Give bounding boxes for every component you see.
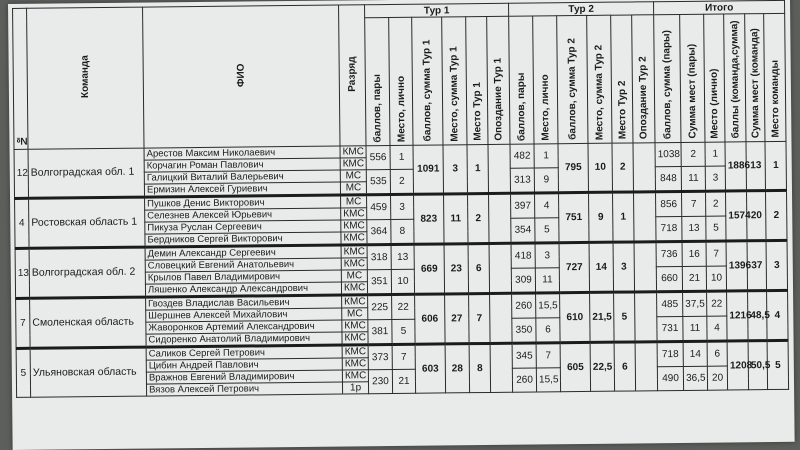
athlete-rank: КМС bbox=[342, 332, 368, 345]
col-rank: Разряд bbox=[339, 5, 366, 146]
col-tot-team-places: Сумма мест (команда) bbox=[745, 14, 765, 142]
team-t2-place: 5 bbox=[614, 292, 636, 342]
athlete-name: Крылов Павел Владимирович bbox=[145, 270, 341, 284]
team-t1-place: 7 bbox=[469, 293, 491, 343]
team-t1-sum-place: 27 bbox=[445, 294, 470, 344]
athlete-name: Пушков Денис Викторович bbox=[145, 195, 341, 210]
pair-t1-place: 2 bbox=[390, 169, 413, 194]
athlete-rank: КМС bbox=[341, 282, 367, 295]
pair-total-points: 731 bbox=[657, 316, 683, 341]
pair-t2-points: 313 bbox=[510, 168, 534, 193]
athlete-name: Сидоренко Анатолий Владимирович bbox=[146, 332, 342, 347]
team-number: 7 bbox=[16, 298, 31, 348]
team-total-places: 13 bbox=[746, 142, 766, 191]
team-total-places: 50,5 bbox=[748, 341, 768, 390]
pair-t2-points: 482 bbox=[510, 144, 534, 168]
team-t1-place: 6 bbox=[468, 243, 490, 293]
pair-t2-points: 354 bbox=[511, 218, 535, 243]
col-t1-sum-pts: баллов, сумма Тур 1 bbox=[412, 17, 443, 145]
athlete-rank: МС bbox=[340, 182, 366, 195]
pair-t1-place: 7 bbox=[392, 344, 415, 369]
athlete-name: Демин Александр Сергеевич bbox=[145, 245, 341, 260]
team-t1-place: 8 bbox=[469, 343, 491, 392]
athlete-rank: КМС bbox=[342, 358, 368, 370]
team-t2-late bbox=[634, 192, 657, 242]
athlete-name: Пикуза Руслан Сергеевич bbox=[145, 220, 341, 234]
total-header: Итого bbox=[654, 0, 785, 14]
pair-t1-points: 364 bbox=[367, 220, 391, 245]
col-t2-pair-pts: баллов, пары bbox=[509, 16, 534, 144]
athlete-rank: КМС bbox=[342, 295, 368, 308]
team-t1-late bbox=[490, 293, 513, 343]
team-t2-place: 6 bbox=[614, 342, 636, 391]
pair-t1-place: 1 bbox=[390, 145, 413, 169]
team-final-place: 5 bbox=[767, 340, 789, 389]
pair-personal-place: 7 bbox=[706, 241, 726, 266]
col-t2-sum-place: Место, сумма Тур 2 bbox=[587, 15, 612, 143]
pair-t2-points: 350 bbox=[512, 318, 536, 343]
pair-t2-points: 345 bbox=[512, 343, 536, 368]
team-total-points: 1208 bbox=[727, 341, 749, 390]
col-t1-personal-place: Место, лично bbox=[389, 17, 413, 145]
pair-personal-place: 5 bbox=[706, 216, 726, 241]
pair-t2-place: 3 bbox=[535, 243, 559, 268]
team-t2-place: 3 bbox=[613, 242, 635, 292]
pair-t1-points: 381 bbox=[368, 319, 392, 344]
pair-t1-points: 318 bbox=[367, 245, 391, 270]
athlete-name: Вражнов Евгений Владимирович bbox=[146, 370, 342, 384]
pair-personal-place: 1 bbox=[705, 142, 725, 166]
team-t2-late bbox=[635, 292, 658, 342]
team-total-places: 48,5 bbox=[748, 291, 768, 341]
pair-total-points: 718 bbox=[656, 216, 682, 241]
pair-t1-place: 3 bbox=[391, 194, 414, 219]
col-tot-team-place: Место команды bbox=[764, 13, 786, 141]
pair-personal-place: 6 bbox=[707, 341, 727, 366]
pair-t2-points: 260 bbox=[512, 293, 536, 318]
pair-total-places: 16 bbox=[682, 241, 706, 266]
pair-total-places: 13 bbox=[682, 216, 706, 241]
athlete-name: Селезнев Алексей Юрьевич bbox=[145, 208, 341, 222]
athlete-name: Бердников Сергей Викторович bbox=[145, 232, 341, 247]
pair-t2-place: 4 bbox=[535, 193, 559, 218]
athlete-rank: КМС bbox=[340, 146, 366, 158]
pair-total-points: 490 bbox=[657, 366, 683, 390]
pair-total-places: 21 bbox=[682, 266, 706, 291]
team-number: 13 bbox=[15, 248, 30, 298]
pair-t1-points: 225 bbox=[368, 294, 392, 319]
team-final-place: 2 bbox=[766, 190, 788, 240]
team-total-points: 1574 bbox=[726, 191, 748, 241]
col-team: Команда bbox=[27, 7, 144, 149]
pair-personal-place: 3 bbox=[705, 166, 725, 191]
pair-total-places: 14 bbox=[683, 341, 707, 366]
tour2-header: Тур 2 bbox=[509, 2, 654, 17]
athlete-rank: МС bbox=[342, 308, 368, 320]
team-t2-late bbox=[634, 242, 657, 292]
athlete-rank: КМС bbox=[341, 208, 367, 220]
athlete-name: Арестов Максим Николаевич bbox=[144, 146, 340, 160]
team-t1-place: 2 bbox=[468, 193, 490, 243]
athlete-name: Жаворонков Артемий Александрович bbox=[146, 320, 342, 334]
col-tot-pair-pts: баллов, сумма (пары) bbox=[654, 14, 681, 142]
pair-total-places: 2 bbox=[681, 142, 705, 166]
pair-total-points: 1038 bbox=[655, 142, 681, 166]
pair-total-places: 36,5 bbox=[683, 366, 707, 390]
pair-personal-place: 22 bbox=[707, 291, 727, 316]
team-total-places: 20 bbox=[747, 191, 767, 241]
col-t1-pair-pts: баллов, пары bbox=[365, 18, 390, 146]
athlete-name: Саликов Сергей Петрович bbox=[146, 345, 342, 360]
athlete-rank: КМС bbox=[341, 245, 367, 258]
pair-personal-place: 10 bbox=[706, 266, 726, 291]
pair-total-points: 848 bbox=[655, 166, 681, 191]
tour1-header: Тур 1 bbox=[365, 3, 509, 18]
pair-t1-points: 535 bbox=[366, 170, 390, 195]
results-table bbox=[12, 0, 789, 398]
pair-t2-place: 15,5 bbox=[536, 368, 560, 392]
athlete-name: Вязов Алексей Петрович bbox=[146, 382, 342, 396]
team-t1-sum-place: 28 bbox=[445, 344, 470, 393]
pair-personal-place: 2 bbox=[706, 191, 726, 216]
pair-t1-place: 5 bbox=[392, 319, 415, 344]
athlete-rank: КМС bbox=[342, 370, 368, 382]
col-t1-sum-place: Место, сумма Тур 1 bbox=[442, 17, 467, 145]
athlete-rank: КМС bbox=[341, 258, 367, 270]
athlete-rank: 1р bbox=[342, 382, 368, 394]
team-number: 12 bbox=[14, 149, 29, 198]
pair-t2-place: 5 bbox=[535, 218, 559, 243]
team-t1-sum-place: 23 bbox=[444, 244, 469, 294]
col-tot-places-pairs: Сумма мест (пары) bbox=[680, 14, 705, 142]
team-name: Смоленская область bbox=[30, 297, 147, 348]
team-t2-sum: 795 bbox=[558, 143, 589, 192]
team-number: 4 bbox=[15, 198, 30, 248]
athlete-rank: МС bbox=[341, 270, 367, 282]
pair-total-points: 485 bbox=[657, 291, 683, 316]
pair-t1-points: 373 bbox=[368, 344, 392, 369]
athlete-rank: КМС bbox=[342, 320, 368, 332]
pair-t2-points: 260 bbox=[512, 368, 536, 392]
athlete-name: Цибин Андрей Павлович bbox=[146, 358, 342, 372]
team-t2-late bbox=[635, 342, 658, 391]
team-t2-sum-place: 9 bbox=[589, 192, 614, 242]
pair-t2-place: 1 bbox=[534, 144, 558, 168]
pair-t2-place: 15,5 bbox=[536, 293, 560, 318]
athlete-rank: КМС bbox=[340, 158, 366, 170]
team-t2-place: 1 bbox=[613, 192, 635, 242]
team-t2-sum-place: 22,5 bbox=[590, 342, 615, 391]
pair-total-points: 718 bbox=[657, 341, 683, 366]
pair-t1-place: 22 bbox=[392, 294, 415, 319]
pair-personal-place: 4 bbox=[707, 316, 727, 341]
pair-total-points: 660 bbox=[656, 266, 682, 291]
team-t1-late bbox=[489, 243, 512, 293]
team-name: Волгоградская обл. 2 bbox=[29, 247, 146, 298]
team-name: Ростовская область 1 bbox=[29, 197, 146, 248]
athlete-name: Гвоздев Владислав Васильевич bbox=[146, 295, 342, 310]
col-t1-place: Место Тур 1 bbox=[466, 16, 488, 144]
pair-personal-place: 20 bbox=[707, 366, 727, 390]
team-final-place: 1 bbox=[765, 141, 787, 190]
team-final-place: 4 bbox=[767, 290, 789, 340]
pair-total-places: 11 bbox=[681, 166, 705, 191]
pair-t1-place: 21 bbox=[392, 369, 415, 393]
team-t1-sum: 823 bbox=[414, 194, 445, 244]
athlete-rank: КМС bbox=[342, 345, 368, 358]
team-t2-sum: 610 bbox=[560, 292, 591, 342]
col-num: № bbox=[13, 8, 28, 149]
col-t2-sum-pts: баллов, сумма Тур 2 bbox=[557, 15, 588, 143]
pair-t2-place: 7 bbox=[536, 343, 560, 368]
athlete-rank: МС bbox=[341, 195, 367, 208]
team-t1-sum-place: 3 bbox=[443, 145, 468, 194]
team-t1-late bbox=[489, 193, 512, 243]
team-t1-place: 1 bbox=[467, 144, 489, 193]
athlete-rank: КМС bbox=[341, 232, 367, 245]
team-t2-sum: 605 bbox=[560, 342, 591, 391]
athlete-rank: КМС bbox=[341, 220, 367, 232]
pair-t1-points: 351 bbox=[367, 270, 391, 295]
athlete-name: Корчагин Роман Павлович bbox=[144, 158, 340, 172]
table-header bbox=[13, 0, 787, 149]
athlete-name: Ермизин Алексей Гуриевич bbox=[144, 182, 340, 197]
pair-total-points: 736 bbox=[656, 241, 682, 266]
athlete-rank: МС bbox=[340, 170, 366, 182]
pair-total-places: 7 bbox=[682, 191, 706, 216]
team-t2-place: 2 bbox=[612, 143, 634, 192]
athlete-name: Шершнев Алексей Михайлович bbox=[146, 308, 342, 322]
team-t1-sum: 1091 bbox=[413, 145, 444, 194]
pair-t2-place: 9 bbox=[534, 168, 558, 193]
athlete-name: Ляшенко Александр Александрович bbox=[145, 282, 341, 297]
col-tot-personal: Место (лично) bbox=[704, 14, 725, 142]
team-final-place: 3 bbox=[766, 240, 788, 290]
team-t1-late bbox=[490, 343, 513, 392]
team-t2-sum-place: 21,5 bbox=[590, 292, 615, 342]
team-total-places: 37 bbox=[747, 241, 767, 291]
table-body bbox=[14, 141, 789, 397]
team-t1-sum: 603 bbox=[415, 344, 446, 393]
team-t2-sum-place: 10 bbox=[588, 143, 613, 192]
team-t1-sum: 606 bbox=[415, 294, 446, 344]
pair-total-places: 11 bbox=[683, 316, 707, 341]
team-t1-sum-place: 11 bbox=[444, 194, 469, 244]
team-total-points: 1396 bbox=[726, 241, 748, 291]
team-t2-late bbox=[633, 143, 656, 192]
team-total-points: 1886 bbox=[725, 142, 747, 191]
col-t1-late: Опоздание Тур 1 bbox=[487, 16, 510, 144]
team-t2-sum-place: 14 bbox=[589, 242, 614, 292]
col-tot-team-pts: баллы (команда,сумма) bbox=[724, 14, 746, 142]
team-total-points: 1216 bbox=[727, 291, 749, 341]
col-fio: ФИО bbox=[143, 5, 340, 148]
pair-t1-points: 459 bbox=[367, 195, 391, 220]
athlete-name: Галицкий Виталий Валерьевич bbox=[144, 170, 340, 184]
athlete-name: Словецкий Евгений Анатольевич bbox=[145, 258, 341, 272]
pair-t2-points: 309 bbox=[511, 268, 535, 293]
team-t1-late bbox=[488, 144, 511, 193]
col-t2-personal-place: Место, лично bbox=[533, 16, 558, 144]
pair-t1-place: 10 bbox=[391, 269, 414, 294]
results-sheet bbox=[8, 0, 795, 450]
col-t2-late: Опоздание Тур 2 bbox=[632, 15, 655, 143]
pair-total-points: 856 bbox=[656, 191, 682, 216]
team-name: Волгоградская обл. 1 bbox=[28, 148, 145, 198]
team-name: Ульяновская область bbox=[30, 347, 147, 397]
pair-t1-points: 230 bbox=[368, 369, 392, 393]
team-t2-sum: 727 bbox=[559, 242, 590, 292]
pair-t2-points: 397 bbox=[511, 193, 535, 218]
team-t2-sum: 751 bbox=[559, 192, 590, 242]
team-t1-sum: 669 bbox=[414, 244, 445, 294]
pair-t1-place: 13 bbox=[391, 244, 414, 269]
pair-t2-place: 6 bbox=[536, 318, 560, 343]
pair-total-places: 37,5 bbox=[683, 291, 707, 316]
pair-t2-place: 11 bbox=[535, 268, 559, 293]
pair-t1-points: 556 bbox=[366, 146, 390, 170]
team-number: 5 bbox=[16, 348, 31, 397]
col-t2-place: Место Тур 2 bbox=[611, 15, 633, 143]
pair-t1-place: 8 bbox=[391, 219, 414, 244]
pair-t2-points: 418 bbox=[511, 243, 535, 268]
